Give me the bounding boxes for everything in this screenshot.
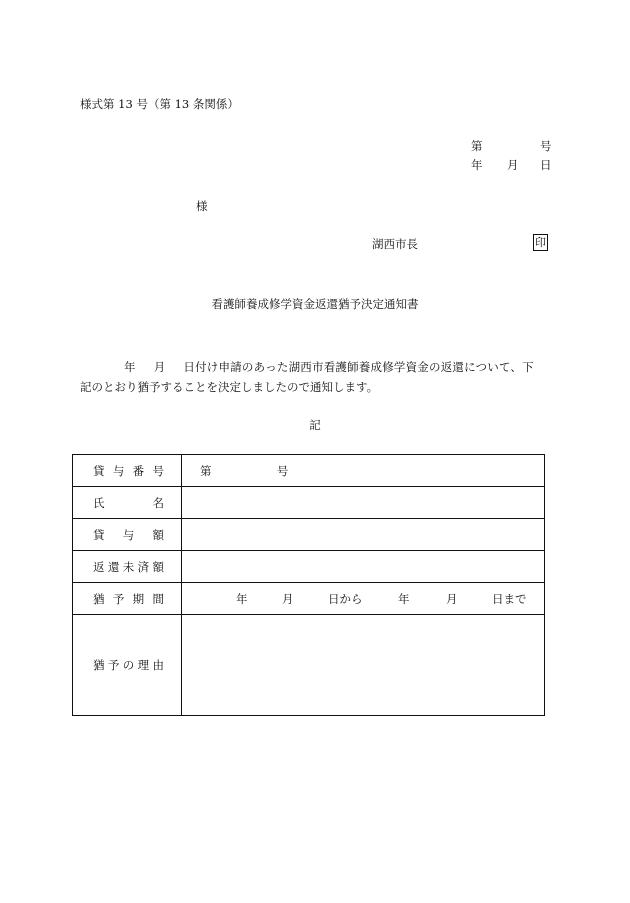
period-start-year: 年	[236, 591, 248, 606]
notice-body	[80, 357, 550, 397]
label-unpaid-balance: 返還未済額	[73, 551, 182, 583]
value-unpaid-balance	[182, 551, 545, 583]
document-number-prefix: 第	[471, 139, 483, 153]
loan-info-table	[72, 454, 545, 716]
period-end-day: 日まで	[492, 591, 527, 606]
form-number: 様式第 13 号（第 13 条関係）	[80, 97, 239, 111]
recipient-honorific: 様	[196, 199, 208, 213]
table-row	[73, 551, 545, 583]
value-loan-number	[182, 455, 545, 487]
table-row	[73, 519, 545, 551]
body-year: 年	[124, 360, 136, 374]
date-year-label: 年	[471, 158, 483, 172]
body-line1-rest: 日付け申請のあった湖西市看護師養成修学資金の返還について、下	[183, 360, 534, 374]
value-deferment-reason	[182, 615, 545, 716]
value-loan-amount	[182, 519, 545, 551]
table-row	[73, 455, 545, 487]
date-month-label: 月	[507, 158, 519, 172]
label-loan-number: 貸与番号	[73, 455, 182, 487]
label-deferment-reason: 猶予の理由	[73, 615, 182, 716]
table-row	[73, 615, 545, 716]
period-end-month: 月	[446, 591, 458, 606]
loan-number-suffix: 号	[276, 463, 289, 478]
body-month: 月	[153, 360, 166, 374]
label-deferment-period: 猶予期間	[73, 583, 182, 615]
table-row	[73, 583, 545, 615]
notice-body-line-2: 記のとおり猶予することを決定しましたので通知します。	[80, 380, 379, 394]
notice-body-line-1	[80, 357, 550, 377]
document-title: 看護師養成修学資金返還猶予決定通知書	[211, 297, 419, 311]
label-loan-amount: 貸与額	[73, 519, 182, 551]
period-start-day: 日から	[328, 591, 363, 606]
seal-stamp: 印	[535, 236, 546, 249]
issuer-name: 湖西市長	[372, 237, 418, 251]
period-end-year: 年	[398, 591, 410, 606]
value-name	[182, 487, 545, 519]
ki-heading: 記	[309, 418, 321, 432]
date-day-label: 日	[540, 158, 552, 172]
table-row	[73, 487, 545, 519]
document-number-suffix: 号	[540, 139, 552, 153]
value-deferment-period	[182, 583, 545, 615]
period-start-month: 月	[282, 591, 294, 606]
loan-number-prefix: 第	[200, 463, 212, 478]
label-name: 氏名	[73, 487, 182, 519]
